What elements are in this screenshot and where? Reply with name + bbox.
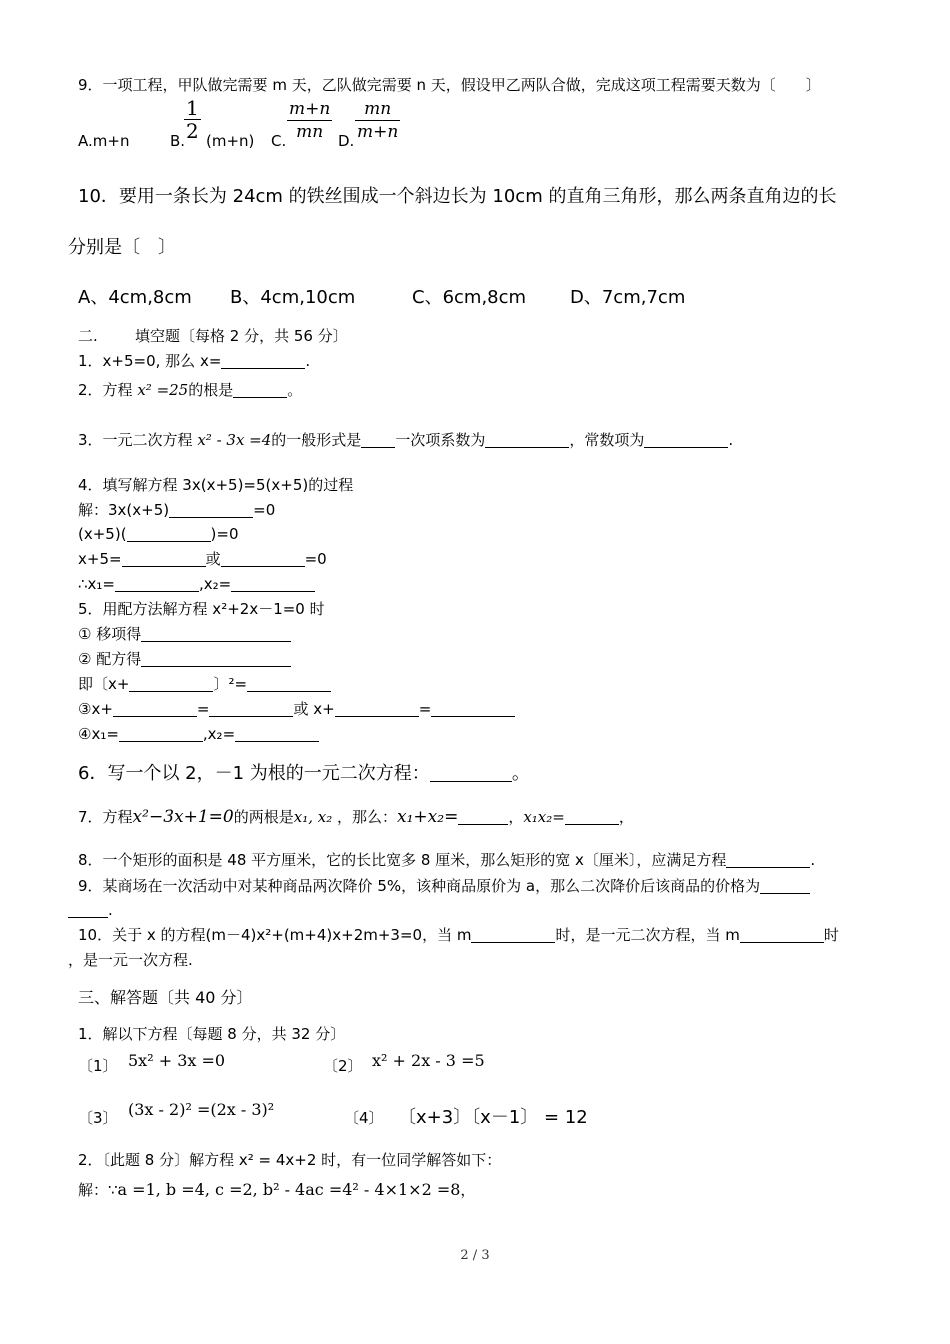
fill-8-end: . xyxy=(810,851,816,869)
fill-4-line4-blank-1[interactable] xyxy=(115,575,199,592)
section3-heading: 三、解答题〔共 40 分〕 xyxy=(78,988,253,1007)
fill-5-line1-blank[interactable] xyxy=(141,625,291,642)
fill-2 xyxy=(78,380,302,400)
section3-q2-title: 2．〔此题 8 分〕解方程 x² = 4x+2 时，有一位同学解答如下： xyxy=(78,1151,502,1169)
fill-4-line3-blank-1[interactable] xyxy=(122,550,206,567)
q9-option-b-suffix: (m+n) xyxy=(206,132,255,150)
fill-2-equation: x² =25 xyxy=(137,381,189,399)
fill-1-text: 1．x+5=0, 那么 x= xyxy=(78,352,222,370)
fill-7-product: x₁x₂= xyxy=(523,808,565,826)
fill-7-blank-2[interactable] xyxy=(565,808,619,825)
q10-line1: 10．要用一条长为 24cm 的铁丝围成一个斜边长为 10cm 的直角三角形，那么两条直角边的长 xyxy=(78,186,837,207)
fill-5-line4 xyxy=(78,699,515,719)
q9-option-b-numerator: 1 xyxy=(186,96,199,120)
fill-7-then: ，那么： xyxy=(337,808,398,826)
fill-4-line1-text: 解：3x(x+5) xyxy=(78,501,170,519)
fill-7-comma: ， xyxy=(508,808,524,826)
fill-5-line2 xyxy=(78,649,291,669)
fill-4-line4 xyxy=(78,574,315,594)
q9-option-d-fraction xyxy=(355,98,400,143)
fill-10-blank-2[interactable] xyxy=(740,926,824,943)
fill-3-blank-1[interactable] xyxy=(361,431,395,448)
fill-10 xyxy=(78,925,839,945)
fill-9-cont xyxy=(68,900,113,920)
fill-3-text2: 的一般形式是 xyxy=(271,431,362,449)
fill-7-equation: x²−3x+1=0 xyxy=(132,807,234,827)
fill-4-line3-end: =0 xyxy=(304,550,327,568)
section3-q2-solution-prefix: 解：∵ xyxy=(78,1181,118,1199)
fill-3-text3: 一次项系数为 xyxy=(395,431,486,449)
q10-option-a: A、4cm,8cm xyxy=(78,287,192,308)
fill-2-text2: 的根是 xyxy=(188,381,234,399)
fill-9-end: . xyxy=(108,901,113,919)
fill-5-line5-mid: ,x₂= xyxy=(202,725,236,743)
section3-q1-p3-label: 〔3〕 xyxy=(78,1109,118,1127)
fill-4-line3-text: x+5= xyxy=(78,550,122,568)
fill-10-post: 时 xyxy=(823,926,839,944)
fill-5-line3 xyxy=(78,674,331,694)
fill-2-text: 2．方程 xyxy=(78,381,133,399)
fill-10-text: 10．关于 x 的方程(m－4)x²+(m+4)x+2m+3=0，当 m xyxy=(78,926,472,944)
fill-4-line4-mid: ,x₂= xyxy=(199,575,232,593)
fill-5-line5-text: ④x₁= xyxy=(78,725,119,743)
q9-option-b-denominator: 2 xyxy=(186,119,199,143)
fill-4-line2-blank[interactable] xyxy=(127,525,211,542)
fill-8-blank[interactable] xyxy=(726,851,810,868)
q9-option-a: A.m+n xyxy=(78,132,130,150)
fill-6-text: 6．写一个以 2，－1 为根的一元二次方程： xyxy=(78,763,430,784)
fill-4-line4-text: ∴x₁= xyxy=(78,575,116,593)
fill-5-line1 xyxy=(78,624,291,644)
fill-1-blank[interactable] xyxy=(221,352,305,369)
section3-q1-p1-label: 〔1〕 xyxy=(78,1057,118,1075)
fill-10-mid: 时，是一元二次方程，当 m xyxy=(555,926,740,944)
fill-4-line2-end: )=0 xyxy=(210,525,239,543)
fill-5-line2-text: ② 配方得 xyxy=(78,650,142,668)
fill-7-sum: x₁+x₂= xyxy=(397,807,459,827)
section2-number: 二. xyxy=(78,327,98,345)
q9-option-c-label: C. xyxy=(271,132,287,150)
section3-q1-p2-label: 〔2〕 xyxy=(323,1057,363,1075)
q10-option-c: C、6cm,8cm xyxy=(412,287,527,308)
section3-q2-solution-end: ， xyxy=(460,1181,476,1199)
fill-5-line3-text: 即〔x+ xyxy=(78,675,130,693)
fill-3-equation: x² - 3x =4 xyxy=(197,431,272,449)
fill-5-line4-blank-4[interactable] xyxy=(431,700,515,717)
q9-option-c-numerator: m+n xyxy=(289,99,331,119)
q9-option-b-fraction xyxy=(184,97,201,142)
fill-5-line4-blank-3[interactable] xyxy=(335,700,419,717)
fill-6 xyxy=(78,762,530,786)
q9-option-d-label: D. xyxy=(338,132,355,150)
fill-5-title: 5．用配方法解方程 x²+2x－1=0 时 xyxy=(78,600,325,618)
q9-option-d-denominator: m+n xyxy=(357,122,399,142)
fill-5-line4-blank-1[interactable] xyxy=(113,700,197,717)
fill-3-end: . xyxy=(728,431,734,449)
section3-q2-solution-equation: a =1, b =4, c =2, b² - 4ac =4² - 4×1×2 =8 xyxy=(117,1180,461,1199)
fill-4-title: 4．填写解方程 3x(x+5)=5(x+5)的过程 xyxy=(78,476,354,494)
fill-5-line1-text: ① 移项得 xyxy=(78,625,142,643)
section3-q1-p4-equation: 〔x+3〕〔x－1〕 = 12 xyxy=(398,1107,588,1128)
fill-5-line5-blank-2[interactable] xyxy=(235,725,319,742)
fill-7-roots: x₁, x₂ xyxy=(293,808,333,826)
fill-5-line3-mid: 〕²= xyxy=(213,675,248,693)
fill-3-blank-2[interactable] xyxy=(485,431,569,448)
section3-q1-p2-equation: x² + 2x - 3 =5 xyxy=(372,1051,485,1070)
q10-line2: 分别是〔 〕 xyxy=(68,237,176,258)
fill-10-blank-1[interactable] xyxy=(471,926,555,943)
fill-9 xyxy=(78,876,810,896)
fill-2-end: 。 xyxy=(287,381,303,399)
q10-option-d: D、7cm,7cm xyxy=(570,287,686,308)
fill-5-line5 xyxy=(78,724,319,744)
q9-option-b-label: B. xyxy=(170,132,186,150)
fill-2-blank[interactable] xyxy=(233,381,287,398)
fill-4-line3-blank-2[interactable] xyxy=(221,550,305,567)
fill-5-line4-text: ③x+ xyxy=(78,700,113,718)
fill-3-blank-3[interactable] xyxy=(644,431,728,448)
fill-3 xyxy=(78,430,733,450)
fill-4-line4-blank-2[interactable] xyxy=(231,575,315,592)
q9-option-d-numerator: mn xyxy=(355,98,400,121)
fill-8-text: 8．一个矩形的面积是 48 平方厘米，它的长比宽多 8 厘米，那么矩形的宽 x〔厘米〕，应满足方程 xyxy=(78,851,727,869)
fill-9-blank-a[interactable] xyxy=(760,877,810,894)
fill-4-line3 xyxy=(78,549,327,569)
fill-8 xyxy=(78,850,815,870)
fill-4-line3-or: 或 xyxy=(205,550,221,568)
fill-7-end: ， xyxy=(618,808,634,826)
fill-5-line2-blank[interactable] xyxy=(141,650,291,667)
fill-9-text: 9．某商场在一次活动中对某种商品两次降价 5%，该种商品原价为 a，那么二次降价后该商品的价格为 xyxy=(78,877,761,895)
fill-5-line4-blank-2[interactable] xyxy=(209,700,293,717)
section3-q1-p4-label: 〔4〕 xyxy=(344,1109,384,1127)
fill-7-text: 7．方程 xyxy=(78,808,133,826)
fill-3-text4: ，常数项为 xyxy=(569,431,645,449)
fill-1 xyxy=(78,351,310,371)
fill-5-line4-eq: = xyxy=(196,700,210,718)
fill-5-line3-blank-1[interactable] xyxy=(129,675,213,692)
fill-7 xyxy=(78,807,634,827)
section3-q1-p3-equation: (3x - 2)² =(2x - 3)² xyxy=(128,1100,275,1119)
fill-4-line1-end: =0 xyxy=(253,501,276,519)
section3-q1-p1-equation: 5x² + 3x =0 xyxy=(128,1051,226,1070)
fill-4-line2 xyxy=(78,524,239,544)
section3-q2-solution xyxy=(78,1180,475,1200)
page-number: 2 / 3 xyxy=(460,1248,490,1263)
q10-option-b: B、4cm,10cm xyxy=(230,287,356,308)
fill-3-text: 3．一元二次方程 xyxy=(78,431,193,449)
fill-4-line1-blank[interactable] xyxy=(169,501,253,518)
fill-7-blank-1[interactable] xyxy=(458,808,508,825)
fill-5-line5-blank-1[interactable] xyxy=(119,725,203,742)
fill-5-line4-or: 或 x+ xyxy=(293,700,335,718)
fill-9-blank-b[interactable] xyxy=(68,901,108,918)
fill-10-line2: ，是一元一次方程. xyxy=(68,951,193,969)
q9-stem: 9．一项工程，甲队做完需要 m 天，乙队做完需要 n 天，假设甲乙两队合做，完成这项工程需要天数为〔 〕 xyxy=(78,76,821,94)
fill-4-line1 xyxy=(78,500,275,520)
fill-6-end: 。 xyxy=(511,763,530,784)
q9-option-c-denominator: mn xyxy=(296,122,324,142)
q9-option-c-fraction xyxy=(287,98,332,143)
fill-1-end: . xyxy=(305,352,311,370)
fill-6-blank[interactable] xyxy=(430,762,512,782)
fill-4-line2-text: (x+5)( xyxy=(78,525,127,543)
section3-q1-title: 1．解以下方程〔每题 8 分，共 32 分〕 xyxy=(78,1025,346,1043)
fill-7-text2: 的两根是 xyxy=(233,808,294,826)
fill-5-line3-blank-2[interactable] xyxy=(247,675,331,692)
section2-heading: 填空题〔每格 2 分，共 56 分〕 xyxy=(135,327,348,345)
fill-5-line4-eq2: = xyxy=(418,700,432,718)
